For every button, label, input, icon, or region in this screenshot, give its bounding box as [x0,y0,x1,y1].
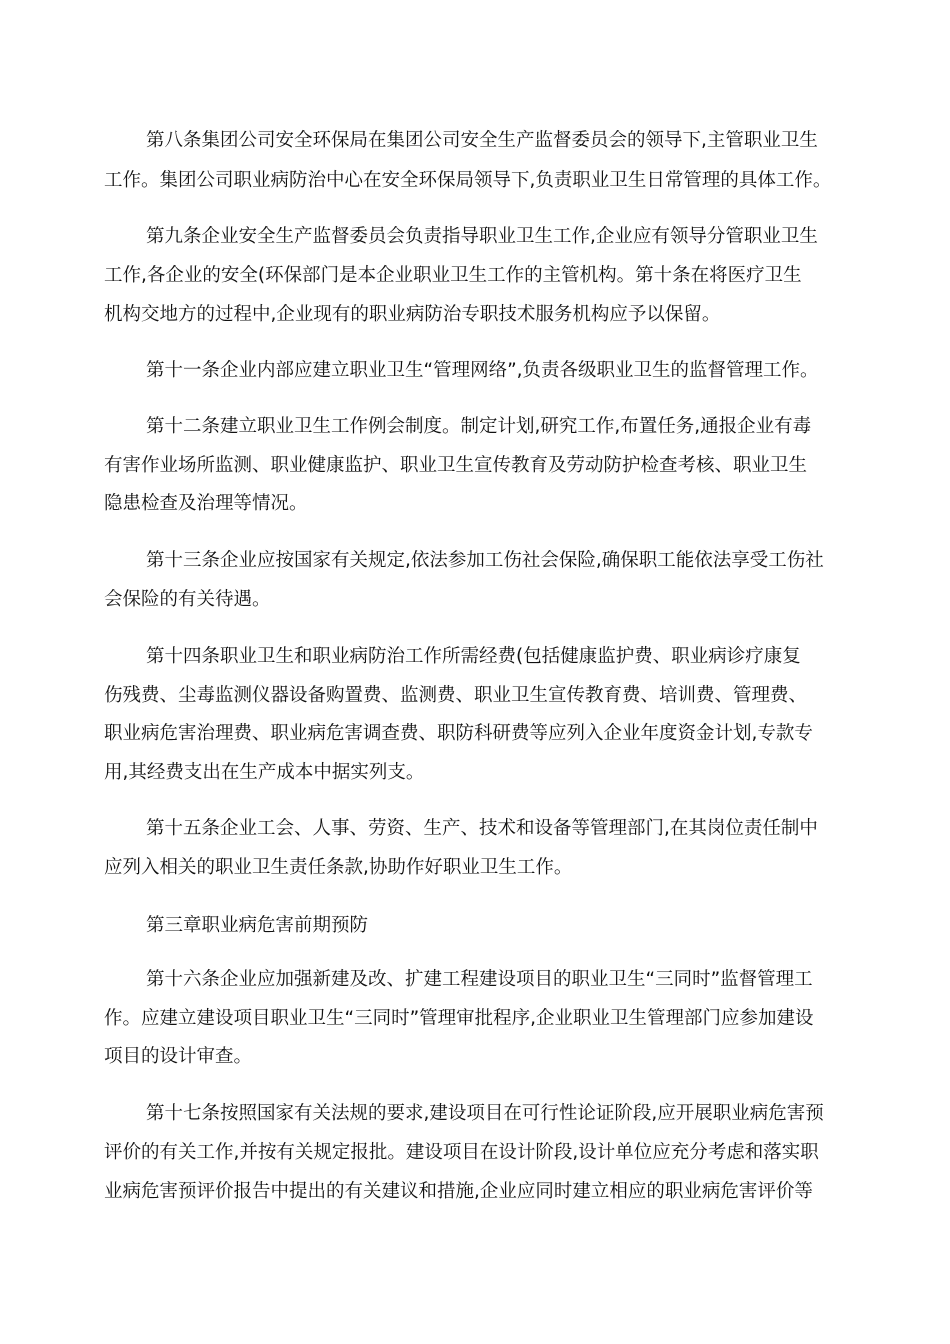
article-17-line-3: 业病危害预评价报告中提出的有关建议和措施,企业应同时建立相应的职业病危害评价等 [104,1181,813,1202]
article-8-line-2: 工作。集团公司职业病防治中心在安全环保局领导下,负责职业卫生日常管理的具体工作。 [104,170,832,191]
article-16-line-1: 第十六条企业应加强新建及改、扩建工程建设项目的职业卫生“三同时”监督管理工 [146,969,813,990]
article-15-line-2: 应列入相关的职业卫生责任条款,协助作好职业卫生工作。 [104,857,573,878]
article-8-line-1: 第八条集团公司安全环保局在集团公司安全生产监督委员会的领导下,主管职业卫生 [146,130,818,151]
article-14-line-3: 职业病危害治理费、职业病危害调查费、职防科研费等应列入企业年度资金计划,专款专 [104,723,813,744]
article-17-line-1: 第十七条按照国家有关法规的要求,建设项目在可行性论证阶段,应开展职业病危害预 [146,1103,824,1124]
article-16-line-3: 项目的设计审查。 [104,1046,253,1067]
article-9-line-3: 机构交地方的过程中,企业现有的职业病防治专职技术服务机构应予以保留。 [104,304,721,325]
article-13-line-2: 会保险的有关待遇。 [104,589,271,610]
article-14-line-1: 第十四条职业卫生和职业病防治工作所需经费(包括健康监护费、职业病诊疗康复 [146,646,801,667]
article-15-line-1: 第十五条企业工会、人事、劳资、生产、技术和设备等管理部门,在其岗位责任制中 [146,818,818,839]
article-12-line-2: 有害作业场所监测、职业健康监护、职业卫生宣传教育及劳动防护检查考核、职业卫生 [104,455,808,476]
article-14-line-4: 用,其经费支出在生产成本中据实列支。 [104,762,425,783]
chapter-3-heading: 第三章职业病危害前期预防 [146,915,369,936]
article-9-line-2: 工作,各企业的安全(环保部门是本企业职业卫生工作的主管机构。第十条在将医疗卫生 [104,265,802,286]
article-17-line-2: 评价的有关工作,并按有关规定报批。建设项目在设计阶段,设计单位应充分考虑和落实职 [104,1142,819,1163]
article-13-line-1: 第十三条企业应按国家有关规定,依法参加工伤社会保险,确保职工能依法享受工伤社 [146,550,824,571]
article-14-line-2: 伤残费、尘毒监测仪器设备购置费、监测费、职业卫生宣传教育费、培训费、管理费、 [104,685,808,706]
article-12-line-1: 第十二条建立职业卫生工作例会制度。制定计划,研究工作,布置任务,通报企业有毒 [146,416,812,437]
article-9-line-1: 第九条企业安全生产监督委员会负责指导职业卫生工作,企业应有领导分管职业卫生 [146,226,818,247]
article-12-line-3: 隐患检查及治理等情况。 [104,493,308,514]
article-11-line-1: 第十一条企业内部应建立职业卫生“管理网络”,负责各级职业卫生的监督管理工作。 [146,360,819,381]
article-16-line-2: 作。应建立建设项目职业卫生“三同时”管理审批程序,企业职业卫生管理部门应参加建设 [104,1008,814,1029]
